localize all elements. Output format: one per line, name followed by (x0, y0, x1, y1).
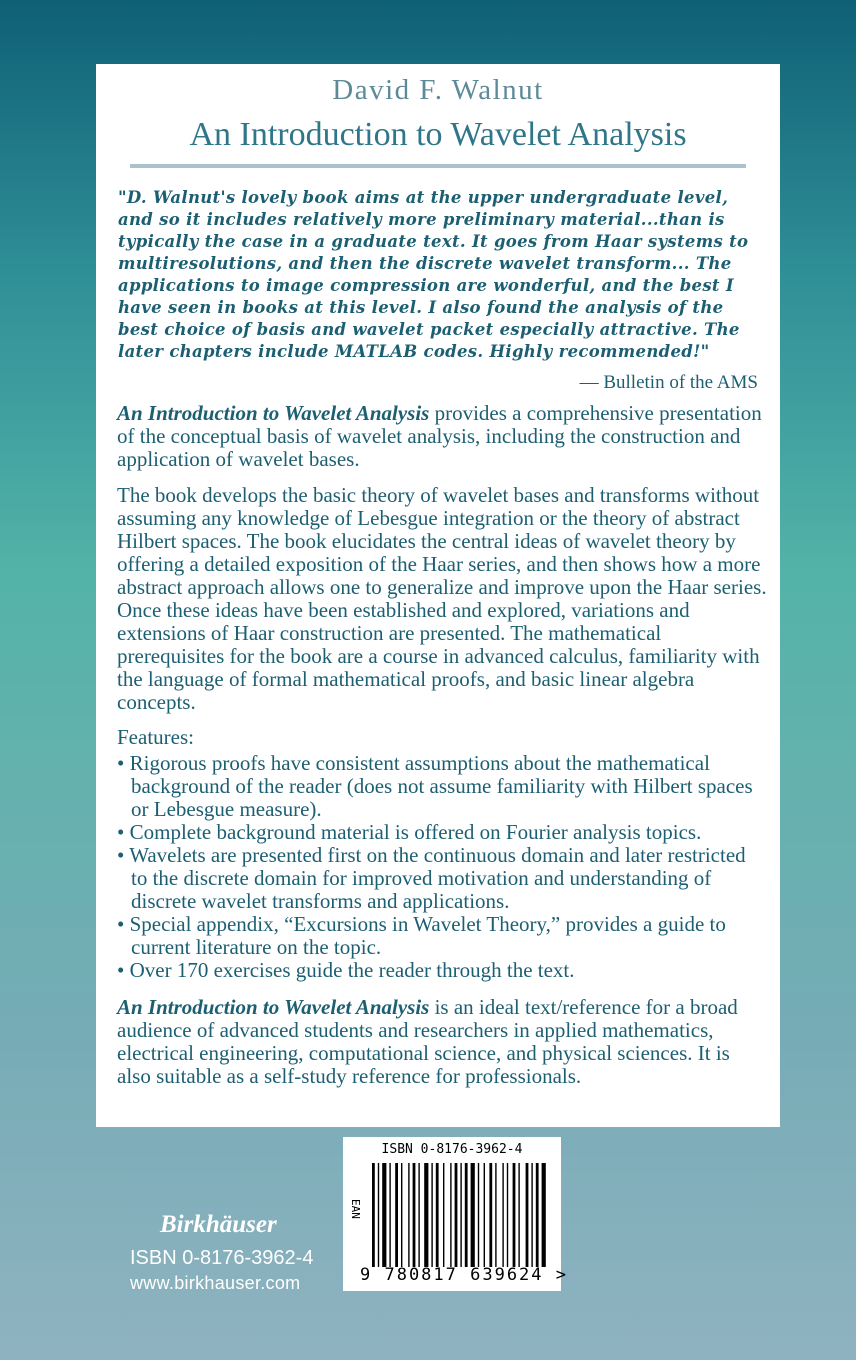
intro-title: An Introduction to Wavelet Analysis (117, 401, 430, 425)
barcode-bar (484, 1163, 485, 1267)
barcode-ean-label: EAN (349, 1199, 362, 1219)
barcode-bar (382, 1163, 386, 1267)
feature-item: • Complete background material is offered on Fourier analysis topics. (117, 820, 702, 844)
barcode-bar (460, 1163, 461, 1267)
barcode-bar (401, 1163, 402, 1267)
barcode-bar (443, 1163, 444, 1267)
review-attribution: — Bulletin of the AMS (579, 372, 758, 393)
barcode-bar (489, 1163, 492, 1267)
closing-title: An Introduction to Wavelet Analysis (117, 995, 430, 1019)
barcode-isbn: ISBN 0-8176-3962-4 (381, 1142, 523, 1157)
barcode-bar (536, 1163, 539, 1267)
feature-item: • Rigorous proofs have consistent assumptions about the mathematical background of the reader (does not assume familiarity with Hilbert spaces or Lebesgue measure). (117, 751, 753, 821)
barcode-bar (455, 1163, 458, 1267)
title-divider (130, 164, 746, 168)
feature-item: • Over 170 exercises guide the reader through the text. (117, 958, 575, 982)
barcode (343, 1137, 568, 1291)
barcode-bar (408, 1163, 409, 1267)
barcode-bar (395, 1163, 398, 1267)
barcode-bars (372, 1163, 552, 1267)
barcode-bar (424, 1163, 428, 1267)
barcode-bar (495, 1163, 496, 1267)
features-heading: Features: (117, 725, 194, 749)
barcode-bar (378, 1163, 379, 1267)
closing-text: is an ideal text/reference for a broad audience of advanced students and researchers in applied mathematics, electrical engineering, computational science, and physical sciences. It is also suitable as a self-study reference for professionals. (117, 995, 738, 1088)
barcode-bar (526, 1163, 529, 1267)
barcode-bar (507, 1163, 508, 1267)
description-intro (117, 402, 767, 471)
barcode-bar (418, 1163, 419, 1267)
review-quote: "D. Walnut's lovely book aims at the upper undergraduate level, and so it includes relatively more preliminary material...than is typically the case in a graduate text. It goes from Haar systems to multiresolutions, and then the discrete wavelet transform... The applications to image compression are wonderful, and the best I have seen in books at this level. I also found the analysis of the best choice of basis and wavelet packet especially attractive. The later chapters include MATLAB codes. Highly recommended!" (118, 188, 749, 361)
barcode-number: 9 780817 639624 > (360, 1265, 568, 1285)
author-name: David F. Walnut (332, 74, 544, 106)
publisher-isbn: ISBN 0-8176-3962-4 (130, 1247, 314, 1269)
publisher-url: www.birkhauser.com (130, 1273, 301, 1293)
barcode-bar (431, 1163, 432, 1267)
barcode-bar (502, 1163, 503, 1267)
intro-text: provides a comprehensive presentation of the conceptual basis of wavelet analysis, including the construction and application of wavelet bases. (117, 401, 762, 471)
barcode-bar (450, 1163, 451, 1267)
feature-item: • Special appendix, “Excursions in Wavelet Theory,” provides a guide to current literature on the topic. (117, 912, 726, 959)
book-title: An Introduction to Wavelet Analysis (189, 116, 687, 153)
publisher-logo: Birkhäuser (160, 1211, 277, 1238)
barcode-bar (542, 1163, 546, 1267)
barcode-bar (436, 1163, 439, 1267)
barcode-bar (372, 1163, 375, 1267)
back-cover-panel (96, 64, 780, 1127)
barcode-bar (513, 1163, 516, 1267)
barcode-bar (531, 1163, 532, 1267)
barcode-bar (478, 1163, 479, 1267)
barcode-bar (471, 1163, 475, 1267)
barcode-bar (465, 1163, 468, 1267)
barcode-bar (413, 1163, 416, 1267)
feature-item: • Wavelets are presented first on the continuous domain and later restricted to the discrete domain for improved motivation and understanding of discrete wavelet transforms and applications. (117, 843, 746, 913)
features-list (117, 752, 767, 982)
barcode-bar (389, 1163, 390, 1267)
description-body: The book develops the basic theory of wavelet bases and transforms without assuming any knowledge of Lebesgue integration or the theory of abstract Hilbert spaces. The book elucidates the central ideas of wavelet theory by offering a detailed exposition of the Haar series, and then shows how a more abstract approach allows one to generalize and improve upon the Haar series. Once these ideas have been established and explored, variations and extensions of Haar construction are presented. The mathematical prerequisites for the book are a course in advanced calculus, familiarity with the language of formal mathematical proofs, and basic linear algebra concepts. (117, 483, 767, 714)
description-closing (117, 996, 767, 1088)
barcode-bar (518, 1163, 519, 1267)
